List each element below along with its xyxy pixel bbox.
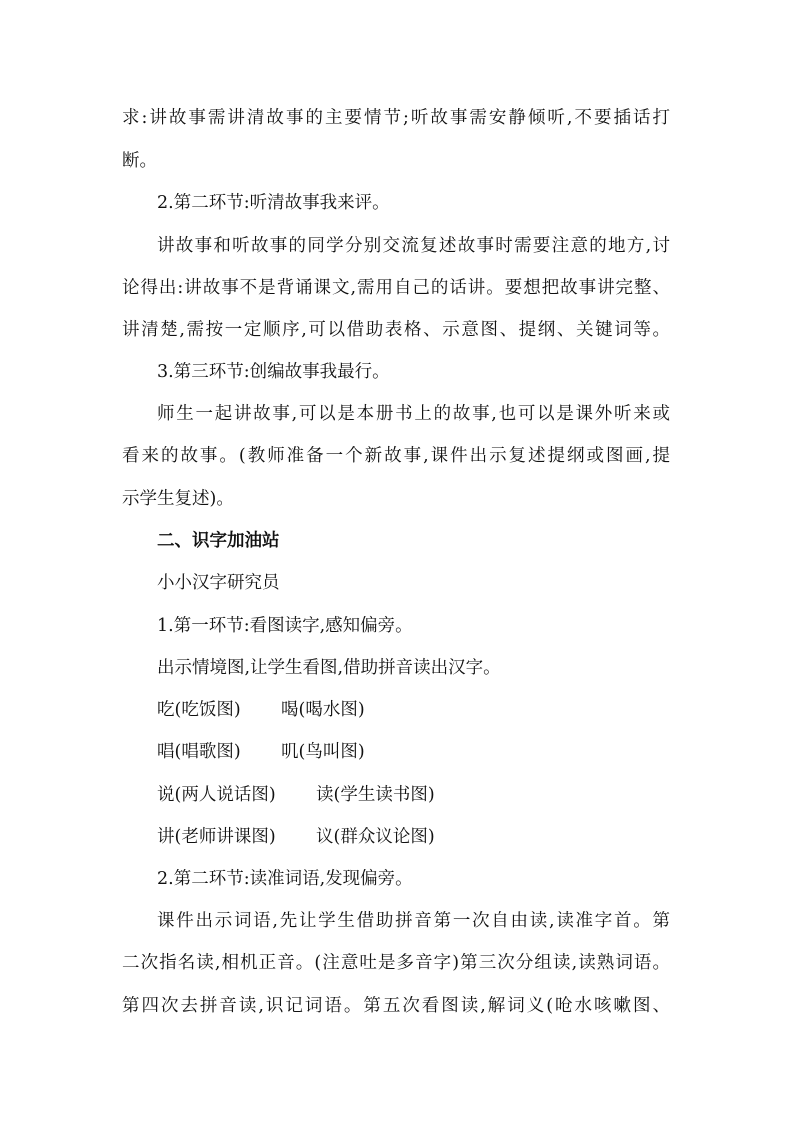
text-line-24: 课件出示词语,先让学生借助拼音第一次自由读,读准字首。第	[157, 911, 670, 931]
char-item-chi: 吃(吃饭图)	[157, 700, 241, 720]
text-line-23: 2.第二环节:读准词语,发现偏旁。	[157, 869, 413, 889]
text-line-25: 二次指名读,相机正音。(注意吐是多音字)第三次分组读,读熟词语。	[122, 953, 670, 973]
text-line-8: 师生一起讲故事,可以是本册书上的故事,也可以是课外听来或	[157, 404, 670, 424]
text-line-12: 小小汉字研究员	[157, 573, 280, 593]
char-item-yi: 议(群众议论图)	[316, 827, 435, 847]
text-line-14: 出示情境图,让学生看图,借助拼音读出汉字。	[157, 658, 501, 678]
section-heading: 二、识字加油站	[157, 531, 280, 551]
char-item-shuo: 说(两人说话图)	[157, 785, 276, 805]
text-line-6: 讲清楚,需按一定顺序,可以借助表格、示意图、提纲、关键词等。	[122, 320, 670, 340]
text-line-9: 看来的故事。(教师准备一个新故事,课件出示复述提纲或图画,提	[122, 446, 670, 466]
text-line-5: 论得出:讲故事不是背诵课文,需用自己的话讲。要想把故事讲完整、	[122, 278, 670, 298]
char-item-du: 读(学生读书图)	[316, 785, 435, 805]
text-line-3: 2.第二环节:听清故事我来评。	[157, 193, 390, 213]
text-line-7: 3.第三环节:创编故事我最行。	[157, 362, 390, 382]
text-line-13: 1.第一环节:看图读字,感知偏旁。	[157, 616, 413, 636]
char-item-ji: 叽(鸟叫图)	[281, 742, 365, 762]
text-line-26: 第四次去拼音读,识记词语。第五次看图读,解词义(呛水咳嗽图、	[122, 996, 670, 1016]
text-line-1: 求:讲故事需讲清故事的主要情节;听故事需安静倾听,不要插话打	[122, 108, 670, 128]
char-item-chang: 唱(唱歌图)	[157, 742, 241, 762]
text-line-4: 讲故事和听故事的同学分别交流复述故事时需要注意的地方,讨	[157, 236, 670, 256]
char-item-he: 喝(喝水图)	[281, 700, 365, 720]
text-line-2: 断。	[122, 151, 157, 171]
text-line-10: 示学生复述)。	[122, 489, 234, 509]
char-item-jiang: 讲(老师讲课图)	[157, 827, 276, 847]
